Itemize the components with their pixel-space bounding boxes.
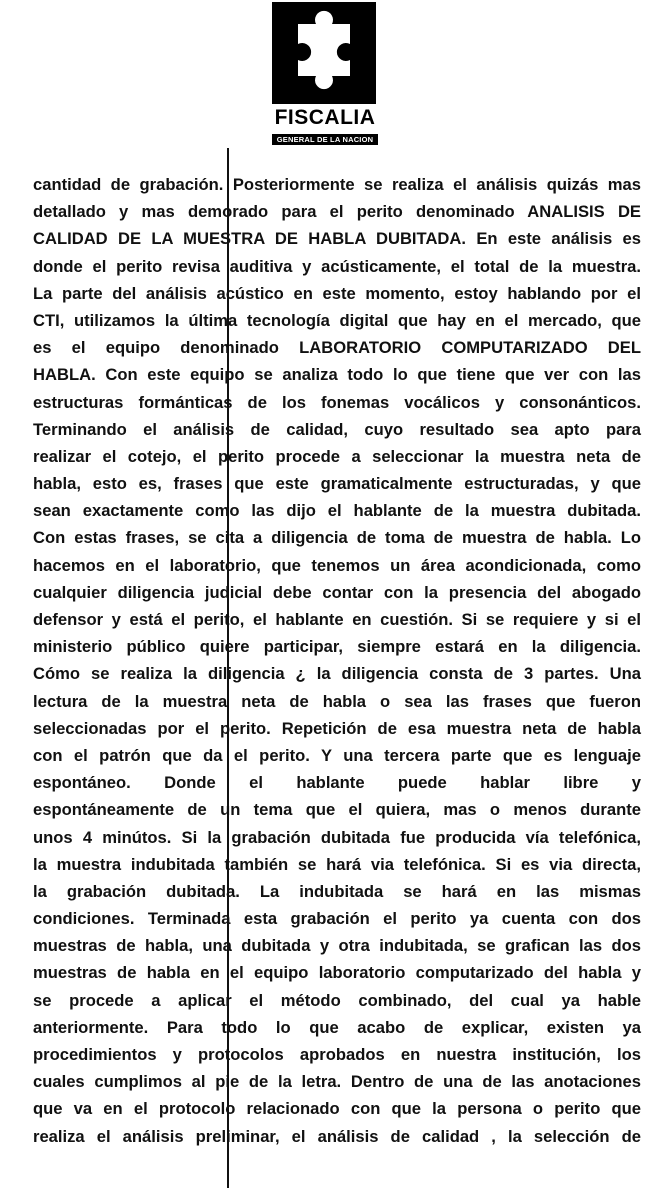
text-line: cantidad de grabación. Posteriormente se realiza el análisis quizás mas <box>33 175 641 194</box>
text-line: muestras de habla en el equipo laboratorio computarizado del habla y <box>33 963 641 983</box>
text-line: realiza el análisis preliminar, el análisis de calidad , la selección de <box>33 1126 641 1146</box>
puzzle-piece-icon <box>272 2 376 104</box>
text-line: realizar el cotejo, el perito procede a seleccionar la muestra neta de <box>33 446 641 466</box>
text-line: Con estas frases, se cita a diligencia de toma de muestra de habla. Lo <box>33 528 641 548</box>
text-line: detallado y mas demorado para el perito denominado ANALISIS DE <box>33 202 641 222</box>
text-line: Cómo se realiza la diligencia ¿ la diligencia consta de 3 partes. Una <box>33 664 641 684</box>
text-line: condiciones. Terminada esta grabación el perito ya cuenta con dos <box>33 909 641 929</box>
text-line: CTI, utilizamos la última tecnología digital que hay en el mercado, que <box>33 310 641 330</box>
text-line: lectura de la muestra neta de habla o sea las frases que fueron <box>33 691 641 711</box>
text-line: con el patrón que da el perito. Y una tercera parte que es lenguaje <box>33 745 641 765</box>
text-line: muestras de habla, una dubitada y otra indubitada, se grafican las dos <box>33 936 641 956</box>
logo-name: FISCALIA <box>274 106 376 129</box>
text-line: Terminando el análisis de calidad, cuyo resultado sea apto para <box>33 419 641 439</box>
text-line: sean exactamente como las dijo el hablante de la muestra dubitada. <box>33 501 641 521</box>
fiscalia-logo <box>272 2 378 145</box>
text-line: estructuras formánticas de los fonemas vocálicos y consonánticos. <box>33 392 641 412</box>
text-line: procedimientos y protocolos aprobados en nuestra institución, los <box>33 1045 641 1064</box>
text-line: habla, esto es, frases que este gramaticalmente estructuradas, y que <box>33 474 641 494</box>
text-line: la grabación dubitada. La indubitada se hará en las mismas <box>33 881 641 901</box>
text-line: CALIDAD DE LA MUESTRA DE HABLA DUBITADA. En este análisis es <box>33 229 641 249</box>
text-line: hacemos en el laboratorio, que tenemos un área acondicionada, como <box>33 555 641 575</box>
text-line: HABLA. Con este equipo se analiza todo lo que tiene que ver con las <box>33 365 641 385</box>
text-line: unos 4 minútos. Si la grabación dubitada fue producida vía telefónica, <box>33 827 641 847</box>
document-body <box>33 171 641 1150</box>
text-line: seleccionadas por el perito. Repetición de esa muestra neta de habla <box>33 718 641 738</box>
text-line: La parte del análisis acústico en este momento, estoy hablando por el <box>33 283 641 303</box>
text-line: cuales cumplimos al pie de la letra. Dentro de una de las anotaciones <box>33 1072 641 1092</box>
text-line: espontáneamente de un tema que el quiera, mas o menos durante <box>33 800 641 820</box>
text-line: cualquier diligencia judicial debe contar con la presencia del abogado <box>33 582 641 602</box>
text-line: la muestra indubitada también se hará via telefónica. Si es via directa, <box>33 854 641 874</box>
text-line: espontáneo. Donde el hablante puede hablar libre y <box>33 773 641 793</box>
text-line: defensor y está el perito, el hablante en cuestión. Si se requiere y si el <box>33 610 641 629</box>
logo-subtitle: GENERAL DE LA NACION <box>272 134 378 145</box>
text-line: que va en el protocolo relacionado con que la persona o perito que <box>33 1099 641 1119</box>
text-line: se procede a aplicar el método combinado, del cual ya hable <box>33 990 641 1010</box>
text-line: ministerio público quiere participar, siempre estará en la diligencia. <box>33 637 641 657</box>
text-line: es el equipo denominado LABORATORIO COMPUTARIZADO DEL <box>33 338 641 358</box>
text-line: anteriormente. Para todo lo que acabo de explicar, existen ya <box>33 1017 641 1037</box>
text-line: donde el perito revisa auditiva y acústicamente, el total de la muestra. <box>33 256 641 276</box>
